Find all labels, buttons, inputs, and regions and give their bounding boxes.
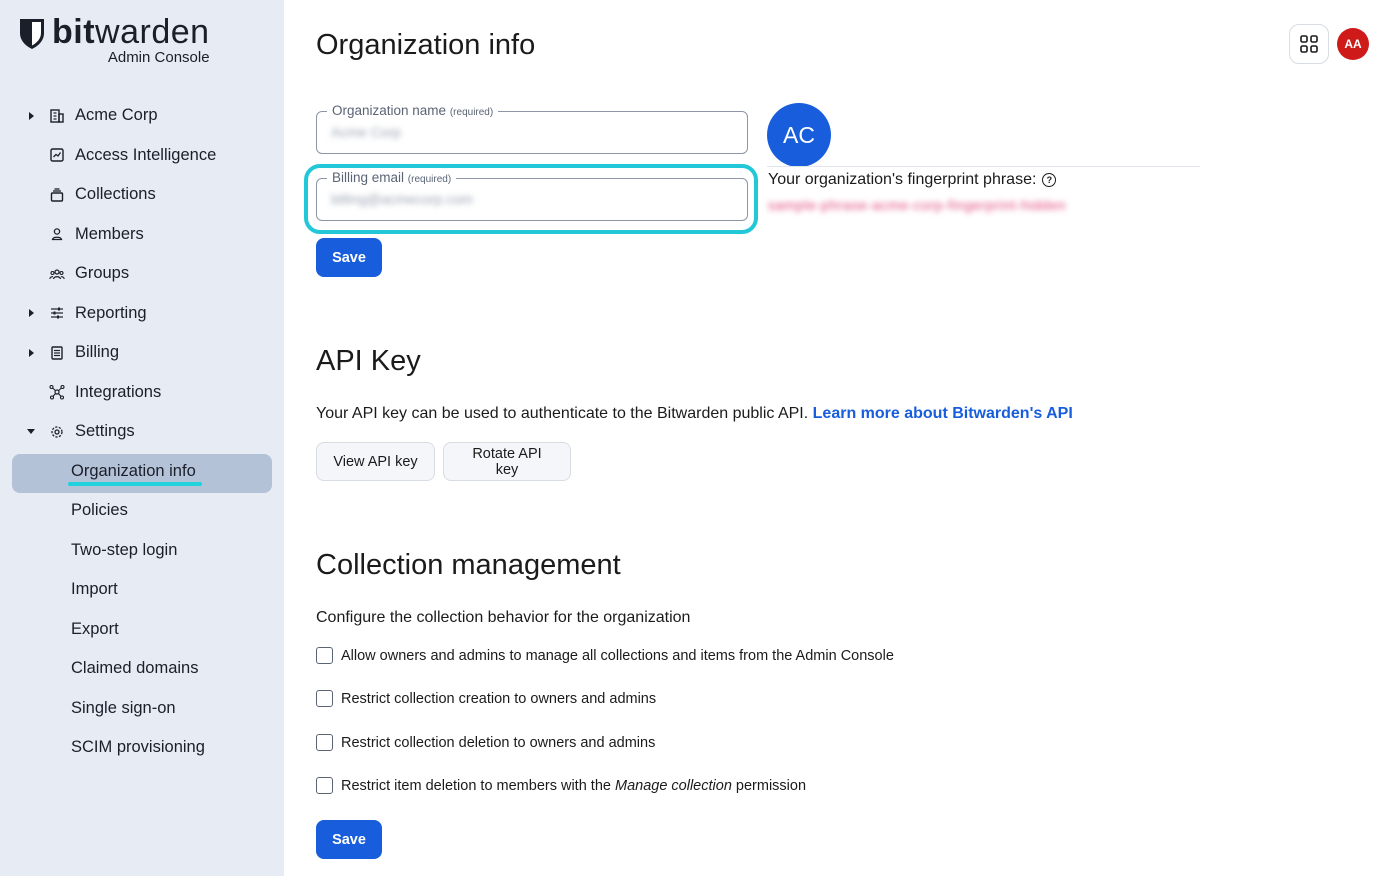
shield-logo-icon	[18, 17, 46, 51]
sidebar-item-label: Two-step login	[71, 540, 178, 559]
brand-name: bitwarden	[52, 13, 210, 51]
fingerprint-label: Your organization's fingerprint phrase: ?	[768, 171, 1056, 189]
collection-management-description: Configure the collection behavior for the organization	[316, 609, 691, 626]
billing-email-value: billing@acmecorp.com	[331, 191, 473, 207]
sidebar-item-scim-provisioning[interactable]	[0, 728, 284, 768]
sliders-icon	[49, 305, 65, 321]
sidebar-item-label: Export	[71, 619, 119, 638]
grid-icon	[1300, 35, 1318, 53]
option-restrict-deletion[interactable]: Restrict collection deletion to owners and admins	[316, 734, 655, 751]
sidebar-item-label: Access Intelligence	[75, 145, 217, 164]
collection-management-title: Collection management	[316, 549, 621, 581]
sidebar-item-reporting[interactable]	[0, 294, 284, 334]
option-allow-admin-manage[interactable]: Allow owners and admins to manage all collections and items from the Admin Console	[316, 647, 894, 664]
sidebar-item-label: SCIM provisioning	[71, 738, 205, 757]
caret-right-icon	[26, 308, 36, 318]
sidebar-item-label: Integrations	[75, 382, 162, 401]
sidebar-item-policies[interactable]	[0, 491, 284, 531]
sidebar-item-access-intelligence[interactable]	[0, 136, 284, 176]
sidebar-item-organization-info[interactable]	[0, 452, 284, 492]
checkbox[interactable]	[316, 690, 333, 707]
help-icon[interactable]: ?	[1042, 173, 1056, 187]
checkbox[interactable]	[316, 647, 333, 664]
option-restrict-item-deletion[interactable]: Restrict item deletion to members with the Manage collection permission	[316, 777, 806, 794]
sidebar-item-single-sign-on[interactable]	[0, 689, 284, 729]
page-title: Organization info	[316, 29, 536, 61]
sidebar-item-label: Single sign-on	[71, 698, 176, 717]
user-avatar[interactable]: AA	[1337, 28, 1369, 60]
checkbox[interactable]	[316, 777, 333, 794]
sidebar-item-label: Policies	[71, 501, 128, 520]
sidebar-item-label: Settings	[75, 422, 135, 441]
organization-avatar: AC	[767, 103, 831, 167]
billing-email-field[interactable]	[316, 170, 748, 221]
sidebar-item-label: Members	[75, 224, 144, 243]
collection-icon	[49, 187, 65, 203]
sidebar-item-integrations[interactable]	[0, 373, 284, 413]
sidebar-item-import[interactable]	[0, 570, 284, 610]
sidebar-item-groups[interactable]	[0, 254, 284, 294]
api-docs-link[interactable]: Learn more about Bitwarden's API	[812, 405, 1073, 422]
bitwarden-logo[interactable]	[18, 14, 210, 66]
caret-down-icon	[26, 427, 36, 437]
users-icon	[49, 266, 65, 282]
organization-name-field[interactable]	[316, 103, 748, 154]
gear-icon	[49, 424, 65, 440]
sidebar-item-label: Import	[71, 580, 118, 599]
sidebar-item-acme-corp[interactable]	[0, 96, 284, 136]
sidebar-item-label: Acme Corp	[75, 106, 158, 125]
sidebar-item-settings[interactable]	[0, 412, 284, 452]
sidebar-item-two-step-login[interactable]	[0, 531, 284, 571]
billing-icon	[49, 345, 65, 361]
sidebar-item-claimed-domains[interactable]	[0, 649, 284, 689]
rotate-api-key-button[interactable]: Rotate API key	[443, 442, 571, 481]
sidebar-item-label: Claimed domains	[71, 659, 199, 678]
organization-name-value: Acme Corp	[331, 124, 402, 140]
brand-subtitle: Admin Console	[107, 49, 210, 66]
sidebar-nav	[0, 96, 284, 768]
save-org-info-button[interactable]: Save	[316, 238, 382, 277]
caret-right-icon	[26, 348, 36, 358]
api-key-title: API Key	[316, 345, 421, 377]
building-icon	[49, 108, 65, 124]
divider	[767, 166, 1200, 167]
option-restrict-creation[interactable]: Restrict collection creation to owners and admins	[316, 690, 656, 707]
sidebar	[0, 0, 284, 876]
sidebar-item-label: Organization info	[71, 461, 196, 480]
sidebar-item-members[interactable]	[0, 215, 284, 255]
sidebar-item-export[interactable]	[0, 610, 284, 650]
caret-right-icon	[26, 111, 36, 121]
sidebar-item-label: Reporting	[75, 303, 147, 322]
sidebar-item-label: Groups	[75, 264, 130, 283]
fingerprint-phrase: sample-phrase-acme-corp-fingerprint-hidden	[768, 197, 1067, 213]
organization-name-label: Organization name (required)	[327, 103, 498, 118]
sidebar-item-label: Billing	[75, 343, 120, 362]
active-item-underline	[68, 482, 202, 486]
api-key-description: Your API key can be used to authenticate to the Bitwarden public API. Learn more about Bitwarden's API	[316, 405, 1073, 422]
network-icon	[49, 384, 65, 400]
view-api-key-button[interactable]: View API key	[316, 442, 435, 481]
user-icon	[49, 226, 65, 242]
chart-box-icon	[49, 147, 65, 163]
checkbox[interactable]	[316, 734, 333, 751]
sidebar-item-billing[interactable]	[0, 333, 284, 373]
billing-email-label: Billing email (required)	[327, 170, 456, 185]
sidebar-item-label: Collections	[75, 185, 156, 204]
product-switcher-button[interactable]	[1289, 24, 1329, 64]
sidebar-item-collections[interactable]	[0, 175, 284, 215]
save-collection-settings-button[interactable]: Save	[316, 820, 382, 859]
